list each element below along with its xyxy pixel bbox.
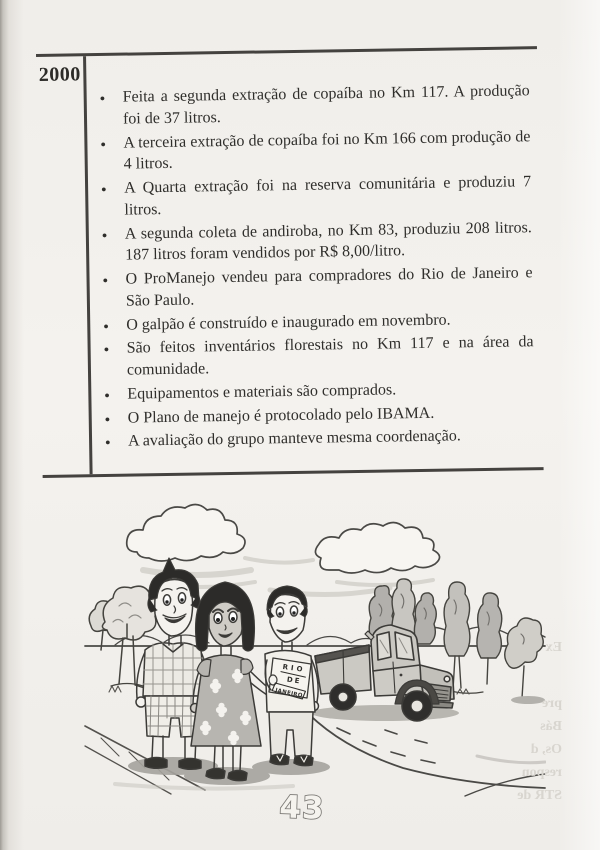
year-cell [36, 56, 93, 475]
events-cell [86, 49, 544, 474]
showthrough-line: Ex [545, 640, 562, 655]
showthrough-line: pre [542, 696, 562, 711]
timeline-entry: ● O ProManejo vendeu para compradores do Rio de Janeiro e São Paulo. [99, 262, 533, 312]
showthrough-line: Os, d [530, 742, 562, 757]
timeline-entry: ● Feita a segunda extração de copaíba no Km 117. A produção foi de 37 litros. [97, 80, 531, 130]
timeline-entry: ● O Plano de manejo é protocolado pelo IBAMA. [102, 401, 535, 430]
cloud-left [127, 504, 245, 561]
sign-line-3: JANEIRO [274, 687, 304, 700]
showthrough-line: Bás [540, 719, 562, 734]
cloud-right [315, 522, 439, 573]
horizon-line [85, 627, 545, 646]
bullet-list [97, 80, 536, 453]
sign-line-1: RIO [282, 662, 306, 675]
showthrough-line: STR de [517, 788, 562, 803]
year-label: 2000 [38, 63, 81, 86]
timeline-entry: ● A segunda coleta de andiroba, no Km 83, produziu 208 litros. 187 litros foram vendidos por R$ 8,00/litro. [99, 217, 533, 267]
timeline-entry: ● São feitos inventários florestais no Km 117 e na área da comunidade. [100, 331, 534, 381]
page-number [254, 784, 350, 834]
sign-line-2: DE [286, 675, 302, 686]
timeline-table [36, 46, 544, 478]
page-showthrough-text [504, 636, 562, 807]
person-woman [191, 582, 278, 781]
timeline-entry: ● A terceira extração de copaíba foi no Km 166 com produção de 4 litros. [97, 126, 531, 176]
timeline-entry: ● A avaliação do grupo manteve mesma coordenação. [102, 424, 535, 453]
showthrough-line: respon [521, 765, 562, 780]
page-number-text: 43 [278, 789, 326, 827]
timeline-entry: ● O galpão é construído e inaugurado em novembro. [100, 308, 533, 337]
cartoon-illustration [84, 494, 546, 800]
timeline-entry: ● Equipamentos e materiais são comprados. [101, 377, 534, 406]
pickup-truck [311, 625, 459, 721]
timeline-entry: ● A Quarta extração foi na reserva comunitária e produziu 7 litros. [98, 171, 532, 221]
